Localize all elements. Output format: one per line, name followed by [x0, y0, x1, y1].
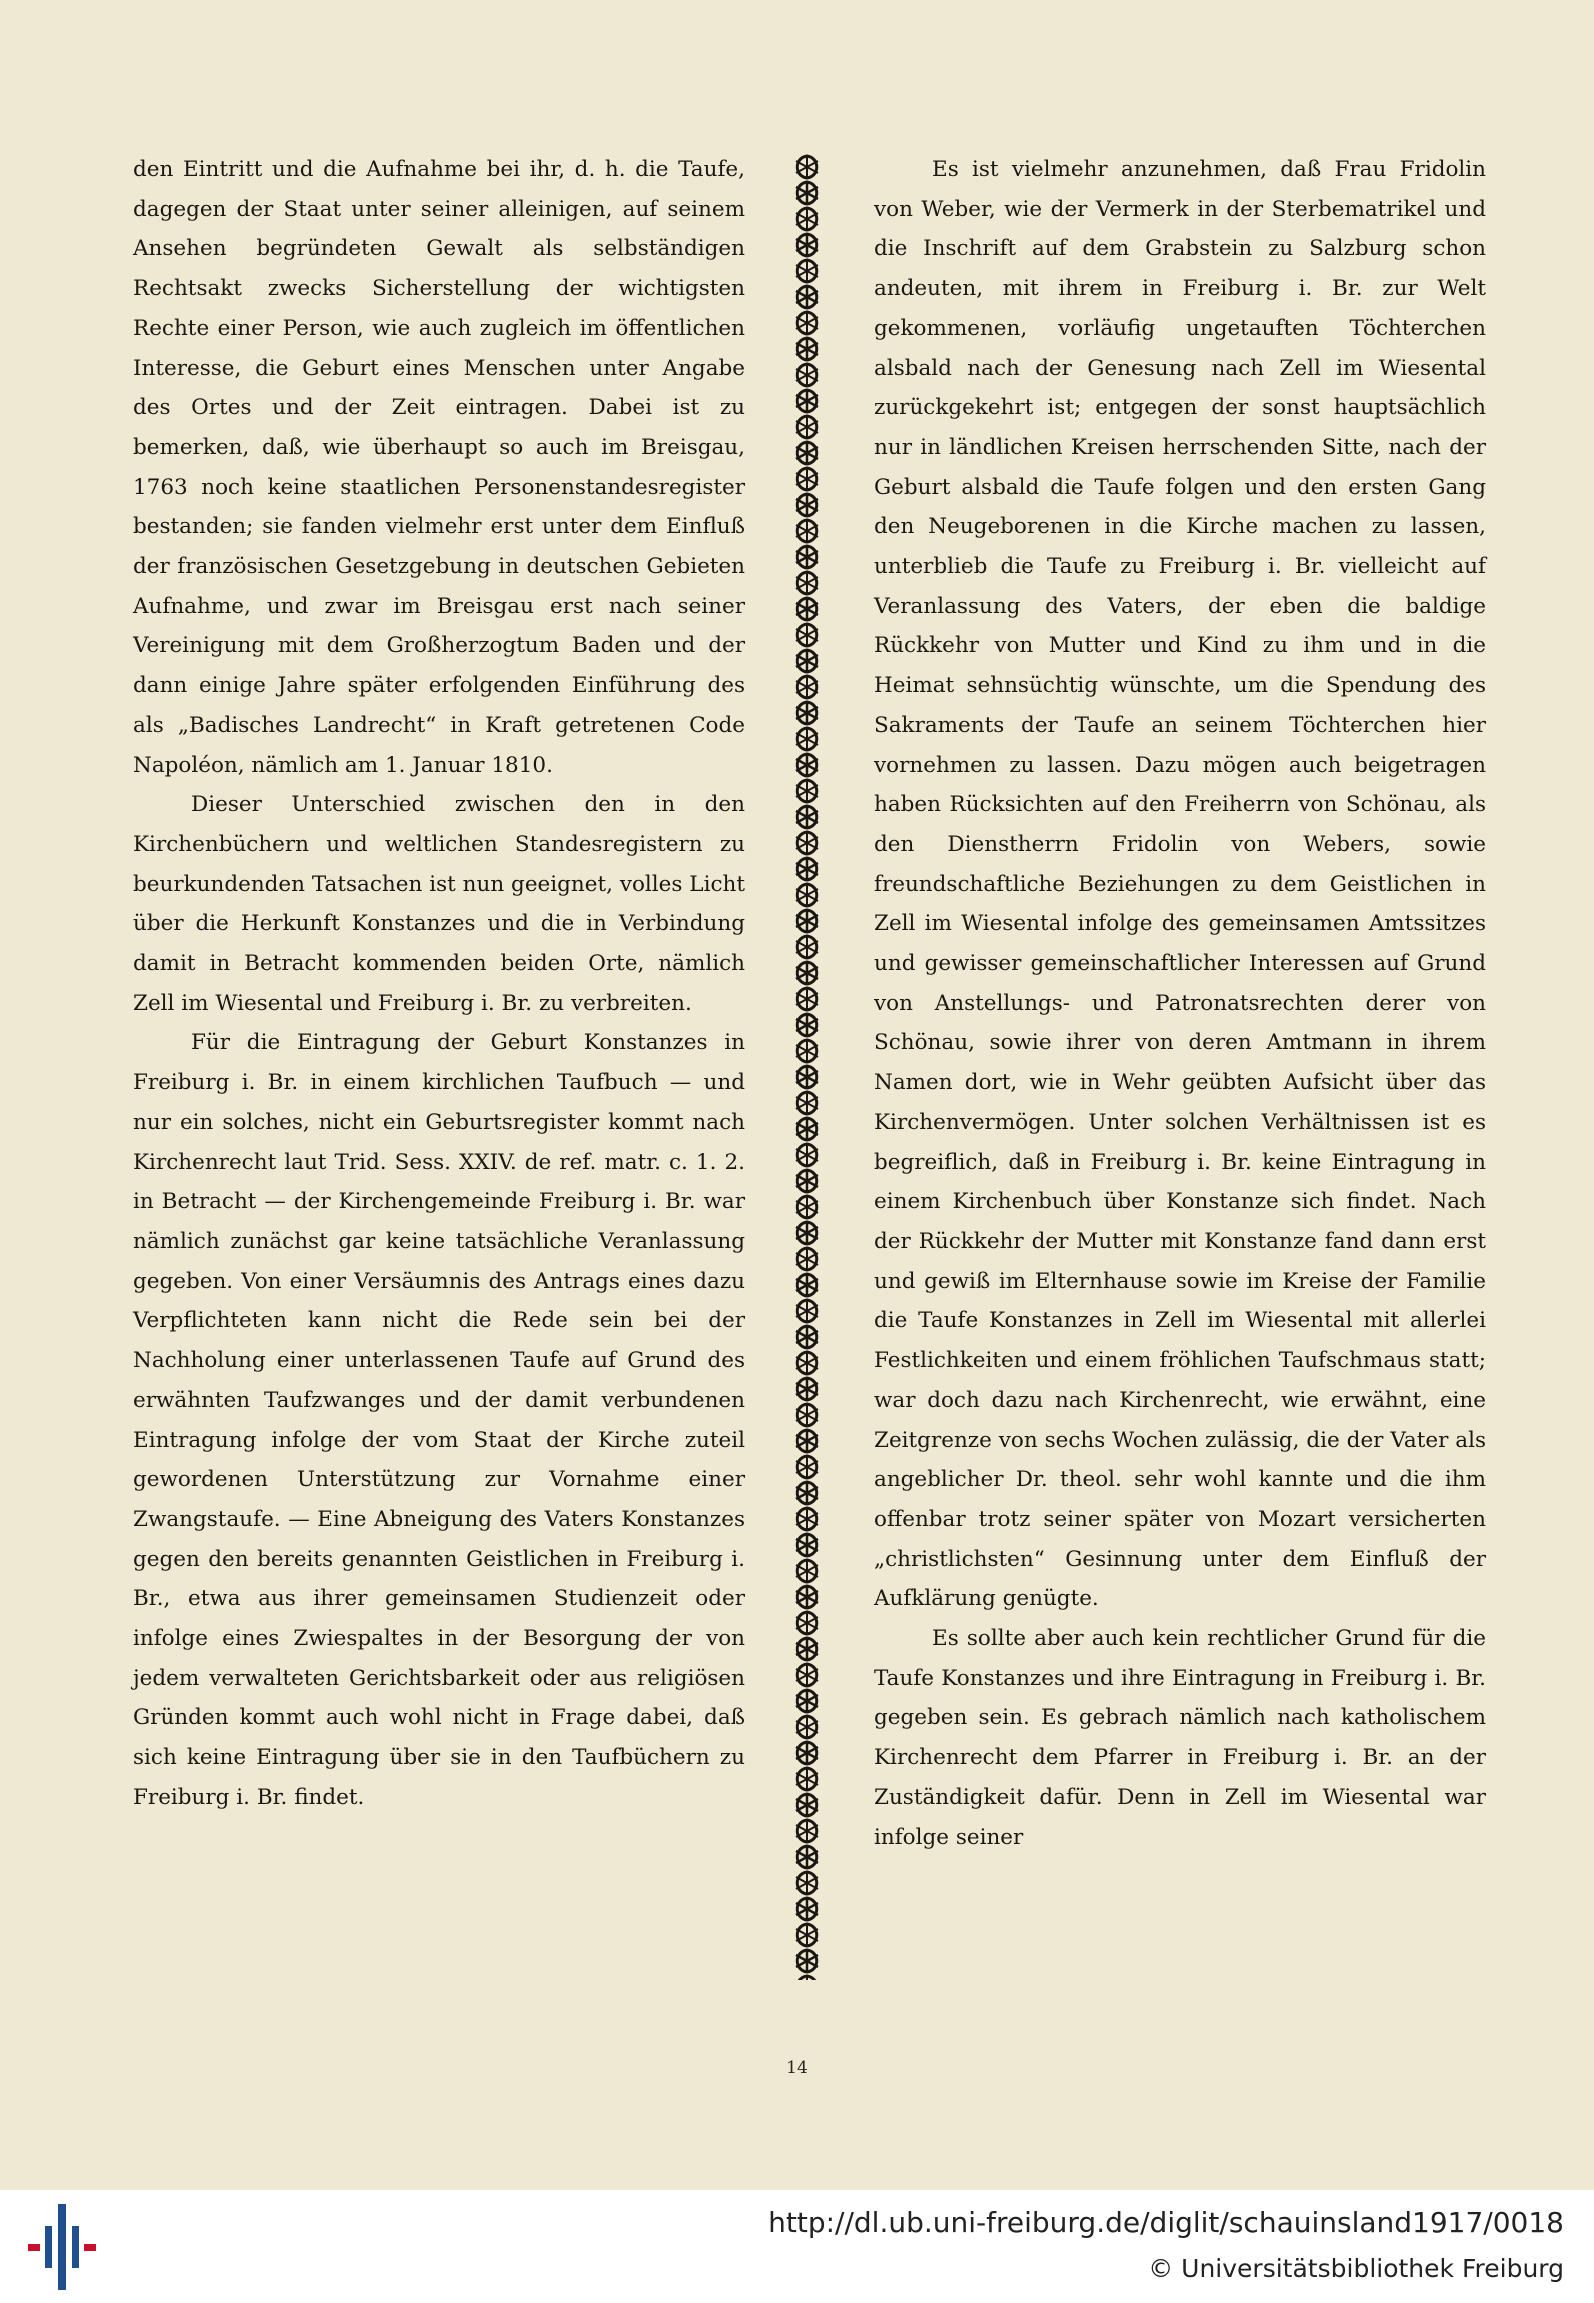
source-url-link[interactable]: http://dl.ub.uni-freiburg.de/diglit/schauinsland1917/0018	[768, 2206, 1564, 2239]
ornament-motif	[796, 624, 818, 646]
ornament-motif	[796, 1092, 818, 1114]
ornament-motif	[796, 1326, 818, 1348]
ornament-motif	[796, 338, 818, 360]
ornament-motif	[796, 1508, 818, 1530]
ornament-motif	[796, 1196, 818, 1218]
ornament-motif	[796, 676, 818, 698]
ornament-motif	[796, 312, 818, 334]
ornament-motif	[796, 1846, 818, 1868]
ornament-motif	[796, 1534, 818, 1556]
ornament-motif	[796, 598, 818, 620]
ornament-motif	[796, 416, 818, 438]
ornament-motif	[796, 1950, 818, 1972]
ornament-motif	[796, 1716, 818, 1738]
ornament-motif	[796, 494, 818, 516]
ornament-motif	[796, 728, 818, 750]
ornament-motif	[796, 1690, 818, 1712]
ornament-motif	[796, 1170, 818, 1192]
ornament-motif	[796, 1040, 818, 1062]
ornament-motif	[796, 520, 818, 542]
ornament-motif	[796, 468, 818, 490]
ornament-motif	[796, 546, 818, 568]
ornament-motif	[796, 858, 818, 880]
ornament-motif	[796, 1586, 818, 1608]
ornament-motif	[796, 234, 818, 256]
ornament-motif	[796, 286, 818, 308]
ornament-motif	[796, 1404, 818, 1426]
ornament-motif	[796, 1820, 818, 1842]
ornament-motif	[796, 754, 818, 776]
ornament-motif	[796, 1248, 818, 1270]
ornament-motif	[796, 1352, 818, 1374]
ornament-motif	[796, 1742, 818, 1764]
ornament-motif	[796, 806, 818, 828]
ornament-motif	[796, 702, 818, 724]
ornament-motif	[796, 1664, 818, 1686]
library-footer	[0, 2190, 1594, 2303]
ornament-motif	[796, 650, 818, 672]
ornament-motif	[796, 442, 818, 464]
ornament-motif	[796, 1612, 818, 1634]
ornament-motif	[796, 1430, 818, 1452]
right-text-column	[874, 150, 1486, 1857]
ornament-motif	[796, 1976, 818, 1980]
ornament-motif	[796, 1898, 818, 1920]
page-number: 14	[786, 2058, 808, 2078]
ornament-motif	[796, 1560, 818, 1582]
ornament-motif	[796, 260, 818, 282]
ornament-motif	[796, 962, 818, 984]
ornament-motif	[796, 1924, 818, 1946]
ornament-motif	[796, 390, 818, 412]
ornament-motif	[796, 884, 818, 906]
ornament-motif	[796, 1378, 818, 1400]
ornament-motif	[796, 988, 818, 1010]
ornament-motif	[796, 1144, 818, 1166]
ornament-motif	[796, 1638, 818, 1660]
paragraph: den Eintritt und die Aufnahme bei ihr, d. h. die Taufe, dagegen der Staat unter seiner alleinigen, auf seinem Ansehen begründeten Gewalt als selbständigen Rechtsakt zwecks Sicherstellung der wichtigsten Rechte einer Person, wie auch zugleich im öffentlichen Interesse, die Geburt eines Menschen unter Angabe des Ortes und der Zeit eintragen. Dabei ist zu bemerken, daß, wie überhaupt so auch im Breisgau, 1763 noch keine staatlichen Personenstandesregister bestanden; sie fanden vielmehr erst unter dem Einfluß der französischen Gesetzgebung in deutschen Gebieten Aufnahme, und zwar im Breisgau erst nach seiner Vereinigung mit dem Großherzogtum Baden und der dann einige Jahre später erfolgenden Einführung des als „Badisches Landrecht“ in Kraft getretenen Code Napoléon, nämlich am 1. Januar 1810.	[133, 157, 745, 778]
ornament-motif	[796, 1456, 818, 1478]
ornament-motif	[796, 364, 818, 386]
library-logo-icon	[28, 2204, 98, 2290]
copyright-notice: © Universitätsbibliothek Freiburg	[1148, 2254, 1564, 2283]
ornament-motif	[796, 1300, 818, 1322]
paragraph: Für die Eintragung der Geburt Konstanzes in Freiburg i. Br. in einem kirchlichen Taufbuch — und nur ein solches, nicht ein Geburtsregister kommt nach Kirchenrecht laut Trid. Sess. XXIV. de ref. matr. c. 1. 2. in Betracht — der Kirchengemeinde Freiburg i. Br. war nämlich zunächst gar keine tatsächliche Veranlassung gegeben. Von einer Versäumnis des Antrags eines dazu Verpflichteten kann nicht die Rede sein bei der Nachholung einer unterlassenen Taufe auf Grund des erwähnten Taufzwanges und der damit verbundenen Eintragung infolge der vom Staat der Kirche zuteil gewordenen Unterstützung zur Vornahme einer Zwangstaufe. — Eine Abneigung des Vaters Konstanzes gegen den bereits genannten Geistlichen in Freiburg i. Br., etwa aus ihrer gemeinsamen Studienzeit oder infolge eines Zwiespaltes in der Besorgung der von jedem verwalteten Gerichtsbarkeit oder aus religiösen Gründen kommt auch wohl nicht in Frage dabei, daß sich keine Eintragung über sie in den Taufbüchern zu Freiburg i. Br. findet.	[133, 1030, 745, 1810]
ornament-motif	[796, 780, 818, 802]
paragraph: Es sollte aber auch kein rechtlicher Grund für die Taufe Konstanzes und ihre Eintragung in Freiburg i. Br. gegeben sein. Es gebrach nämlich nach katholischem Kirchenrecht dem Pfarrer in Freiburg i. Br. an der Zuständigkeit dafür. Denn in Zell im Wiesental war infolge seiner	[874, 1626, 1486, 1850]
left-text-column	[133, 150, 745, 1818]
ornament-motif	[796, 910, 818, 932]
paragraph: Dieser Unterschied zwischen den in den Kirchenbüchern und weltlichen Standesregistern zu beurkundenden Tatsachen ist nun geeignet, volles Licht über die Herkunft Konstanzes und die in Verbindung damit in Betracht kommenden beiden Orte, nämlich Zell im Wiesental und Freiburg i. Br. zu verbreiten.	[133, 792, 745, 1016]
ornament-motif	[796, 936, 818, 958]
ornament-motif	[796, 1014, 818, 1036]
ornament-motif	[796, 832, 818, 854]
ornament-motif	[796, 208, 818, 230]
ornament-motif	[796, 572, 818, 594]
ornament-motif	[796, 1222, 818, 1244]
ornament-motif	[796, 1274, 818, 1296]
ornament-motif	[796, 1482, 818, 1504]
ornament-motif	[796, 1794, 818, 1816]
ornament-motif	[796, 182, 818, 204]
ornament-motif	[796, 156, 818, 178]
paragraph: Es ist vielmehr anzunehmen, daß Frau Fridolin von Weber, wie der Vermerk in der Sterbematrikel und die Inschrift auf dem Grabstein zu Salzburg schon andeuten, mit ihrem in Freiburg i. Br. zur Welt gekommenen, vorläufig ungetauften Töchterchen alsbald nach der Genesung nach Zell im Wiesental zurückgekehrt ist; entgegen der sonst hauptsächlich nur in ländlichen Kreisen herrschenden Sitte, nach der Geburt alsbald die Taufe folgen und den ersten Gang den Neugeborenen in die Kirche machen zu lassen, unterblieb die Taufe zu Freiburg i. Br. vielleicht auf Veranlassung des Vaters, der eben die baldige Rückkehr von Mutter und Kind zu ihm und in die Heimat sehnsüchtig wünschte, um die Spendung des Sakraments der Taufe an seinem Töchterchen hier vornehmen zu lassen. Dazu mögen auch beigetragen haben Rücksichten auf den Freiherrn von Schönau, als den Dienstherrn Fridolin von Webers, sowie freundschaftliche Beziehungen zu dem Geistlichen in Zell im Wiesental infolge des gemeinsamen Amtssitzes und gewisser gemeinschaftlicher Interessen auf Grund von Anstellungs- und Patronatsrechten derer von Schönau, sowie ihrer von deren Amtmann in ihrem Namen dort, wie in Wehr geübten Aufsicht über das Kirchenvermögen. Unter solchen Verhältnissen ist es begreiflich, daß in Freiburg i. Br. keine Eintragung in einem Kirchenbuch über Konstanze sich findet. Nach der Rückkehr der Mutter mit Konstanze fand dann erst und gewiß im Elternhause sowie im Kreise der Familie die Taufe Konstanzes in Zell im Wiesental mit allerlei Festlichkeiten und einem fröhlichen Taufschmaus statt; war doch dazu nach Kirchenrecht, wie erwähnt, eine Zeitgrenze von sechs Wochen zulässig, die der Vater als angeblicher Dr. theol. sehr wohl kannte und die ihm offenbar trotz seiner später von Mozart versicherten „christlichsten“ Gesinnung unter dem Einfluß der Aufklärung genügte.	[874, 157, 1486, 1612]
ornament-motif	[796, 1872, 818, 1894]
decorative-ornament-border	[790, 150, 824, 1980]
ornament-motif	[796, 1768, 818, 1790]
ornament-motif	[796, 1118, 818, 1140]
ornament-motif	[796, 1066, 818, 1088]
